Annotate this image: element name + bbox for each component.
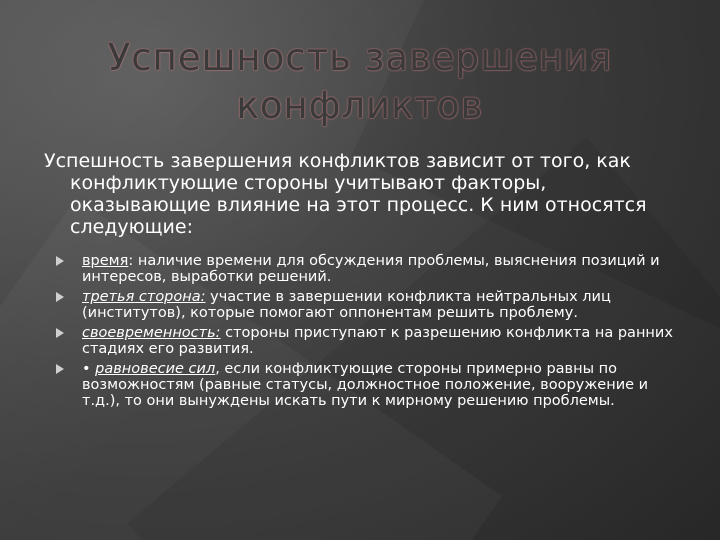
factor-description: участие в завершении конфликта нейтральных лиц (институтов), которые помогают оппонентам решить проблему. xyxy=(82,289,611,321)
factor-term: время xyxy=(82,253,129,269)
factor-term: своевременность: xyxy=(82,325,221,341)
factor-term: третья сторона: xyxy=(82,289,206,305)
arrow-bullet-icon xyxy=(56,364,64,374)
list-item xyxy=(56,253,686,285)
factor-description: : наличие времени для обсуждения проблемы, выяснения позиций и интересов, выработки решений. xyxy=(82,253,660,285)
factor-prefix: • xyxy=(82,361,96,377)
slide-title-line-2: конфликтов xyxy=(236,84,484,127)
arrow-bullet-icon xyxy=(56,328,64,338)
factor-list xyxy=(56,253,686,409)
factor-description: , если конфликтующие стороны примерно равны по возможностям (равные статусы, должностное положение, вооружение и т.д.), то они вынуждены искать пути к мирному решению проблемы. xyxy=(82,361,649,409)
slide-title-line-1: Успешность завершения xyxy=(107,36,613,79)
list-item xyxy=(56,289,686,321)
factor-term: равновесие сил xyxy=(95,361,216,377)
intro-paragraph: Успешность завершения конфликтов зависит от того, как конфликтующие стороны учитывают факторы, оказывающие влияние на этот процесс. К ним относятся следующие: xyxy=(44,150,647,238)
slide-title xyxy=(40,34,680,130)
arrow-bullet-icon xyxy=(56,292,64,302)
list-item xyxy=(56,361,686,409)
factor-description: стороны приступают к разрешению конфликта на ранних стадиях его развития. xyxy=(82,325,673,357)
list-item xyxy=(56,325,686,357)
arrow-bullet-icon xyxy=(56,256,64,266)
